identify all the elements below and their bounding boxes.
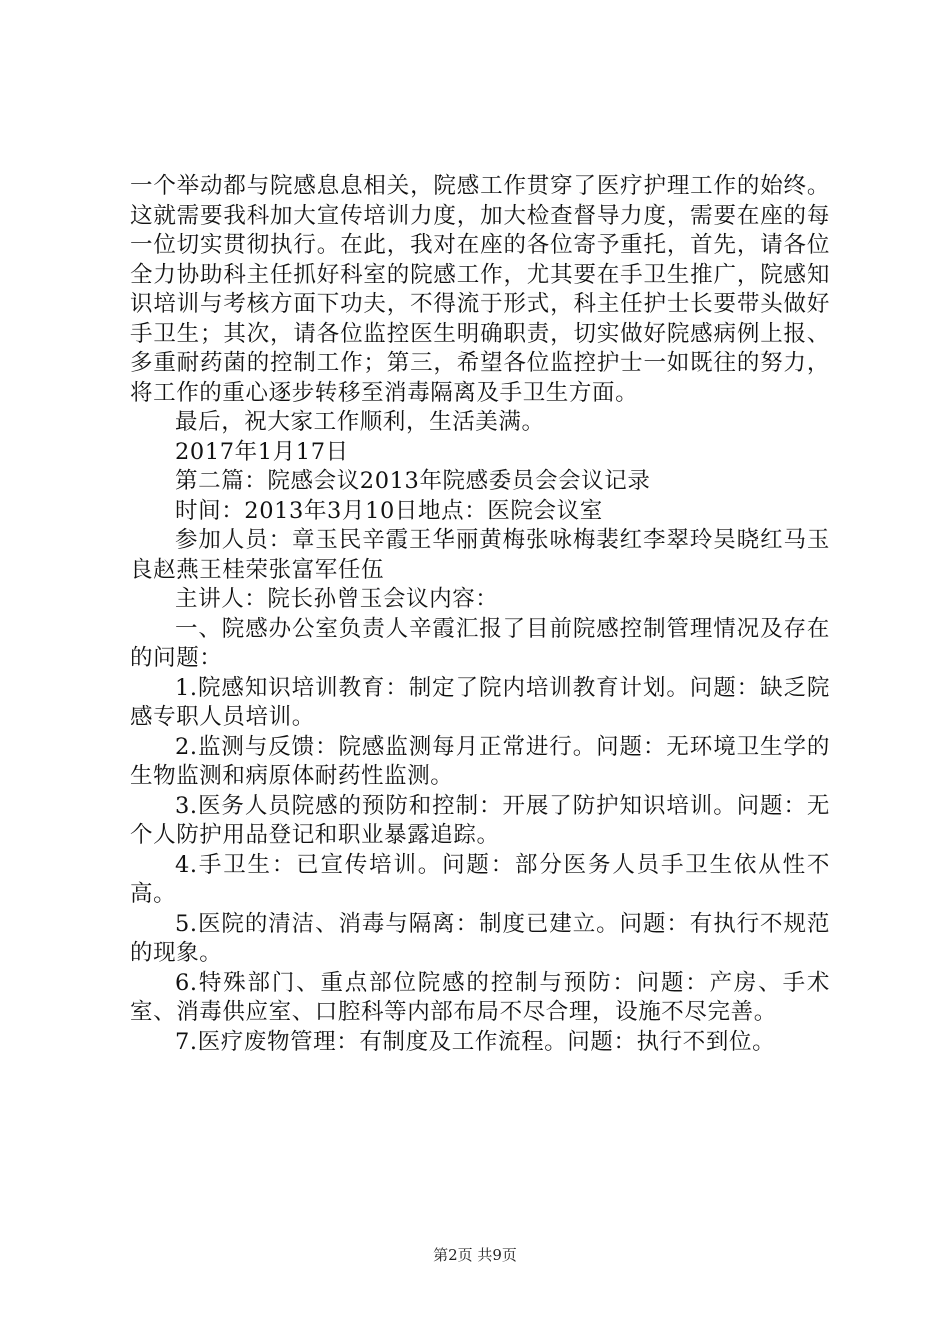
list-item: 5.医院的清洁、消毒与隔离：制度已建立。问题：有执行不规范的现象。 — [130, 910, 830, 966]
meeting-attendees: 参加人员：章玉民辛霞王华丽黄梅张咏梅裴红李翠玲吴晓红马玉良赵燕王桂荣张富军任伍 — [130, 527, 830, 583]
section-heading: 第二篇：院感会议2013年院感委员会会议记录 — [175, 468, 651, 494]
list-item: 2.监测与反馈：院感监测每月正常进行。问题：无环境卫生学的生物监测和病原体耐药性监测。 — [130, 733, 830, 789]
meeting-time-location: 时间：2013年3月10日地点：医院会议室 — [175, 497, 603, 524]
list-item: 3.医务人员院感的预防和控制：开展了防护知识培训。问题：无个人防护用品登记和职业暴露追踪。 — [130, 792, 830, 848]
list-item: 6.特殊部门、重点部位院感的控制与预防：问题：产房、手术室、消毒供应室、口腔科等内部布局不尽合理，设施不尽完善。 — [130, 969, 830, 1025]
meeting-item-intro: 一、院感办公室负责人辛霞汇报了目前院感控制管理情况及存在的问题： — [130, 615, 830, 671]
list-item: 1.院感知识培训教育：制定了院内培训教育计划。问题：缺乏院感专职人员培训。 — [130, 674, 830, 730]
list-item: 7.医疗废物管理：有制度及工作流程。问题：执行不到位。 — [175, 1028, 776, 1055]
page-number-footer: 第2页 共9页 — [433, 1246, 517, 1264]
paragraph-closing: 最后，祝大家工作顺利，生活美满。 — [175, 409, 545, 435]
paragraph-date: 2017年1月17日 — [175, 438, 349, 465]
document-body — [130, 172, 830, 1057]
paragraph-continuation: 一个举动都与院感息息相关，院感工作贯穿了医疗护理工作的始终。这就需要我科加大宣传培训力度，加大检查督导力度，需要在座的每一位切实贯彻执行。在此，我对在座的各位寄予重托，首先，请各位全力协助科主任抓好科室的院感工作，尤其要在手卫生推广，院感知识培训与考核方面下功夫，不得流于形式，科主任护士长要带头做好手卫生；其次，请各位监控医生明确职责，切实做好院感病例上报、多重耐药菌的控制工作；第三，希望各位监控护士一如既往的努力，将工作的重心逐步转移至消毒隔离及手卫生方面。 — [130, 173, 830, 406]
meeting-speaker: 主讲人：院长孙曾玉会议内容： — [175, 586, 499, 612]
list-item: 4.手卫生：已宣传培训。问题：部分医务人员手卫生依从性不高。 — [130, 851, 830, 907]
